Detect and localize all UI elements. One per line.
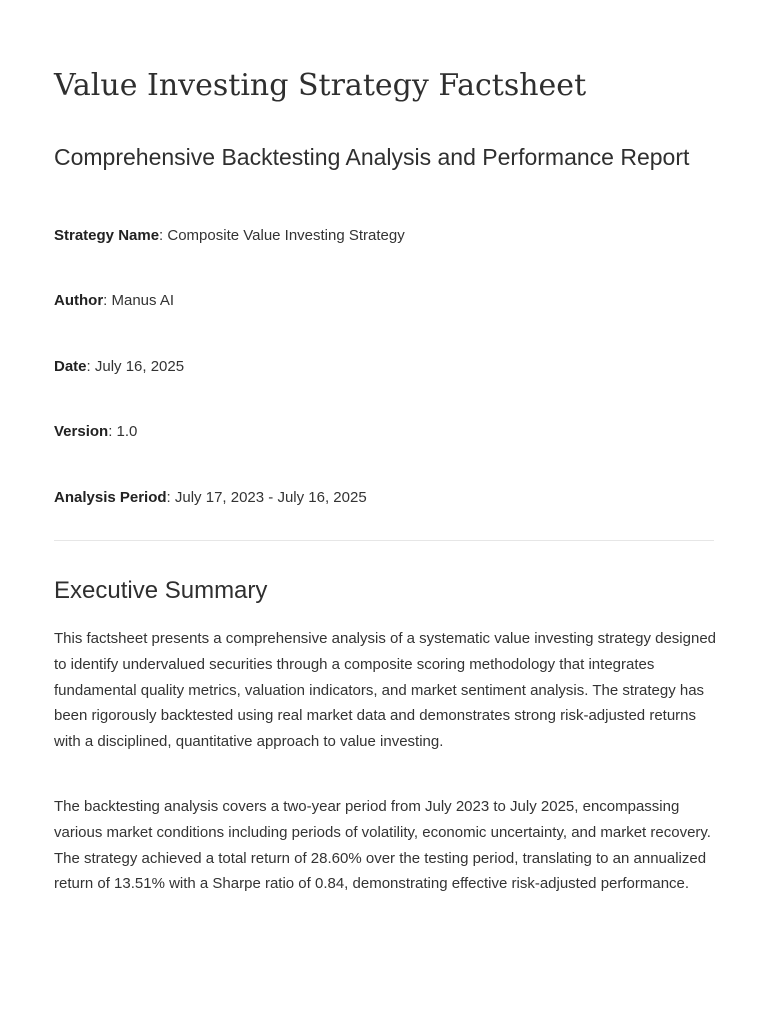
document-title: Value Investing Strategy Factsheet (54, 68, 587, 103)
meta-version (54, 421, 137, 443)
meta-label: Date (54, 358, 87, 375)
executive-summary-paragraph-1: This factsheet presents a comprehensive analysis of a systematic value investing strategy designed to identify undervalued securities through a composite scoring methodology that integrates fundamental quality metrics, valuation indicators, and market sentiment analysis. The strategy has been rigorously backtested using real market data and demonstrates strong risk-adjusted returns with a disciplined, quantitative approach to value investing. (54, 630, 717, 751)
meta-value: : July 17, 2023 - July 16, 2025 (166, 489, 367, 506)
meta-value: : Manus AI (103, 292, 175, 309)
meta-label: Author (54, 292, 104, 309)
meta-label: Strategy Name (54, 227, 160, 244)
document-subtitle: Comprehensive Backtesting Analysis and Performance Report (54, 144, 690, 170)
meta-analysis-period (54, 487, 367, 509)
meta-value: : Composite Value Investing Strategy (159, 227, 405, 244)
meta-label: Analysis Period (54, 489, 167, 506)
executive-summary-paragraph-2: The backtesting analysis covers a two-year period from July 2023 to July 2025, encompassing various market conditions including periods of volatility, economic uncertainty, and market recovery. The strategy achieved a total return of 28.60% over the testing period, translating to an annualized return of 13.51% with a Sharpe ratio of 0.84, demonstrating effective risk-adjusted performance. (54, 798, 711, 893)
meta-date (54, 356, 184, 378)
section-divider (54, 540, 714, 541)
meta-value: : 1.0 (108, 423, 138, 440)
meta-label: Version (54, 423, 109, 440)
executive-summary-heading: Executive Summary (54, 577, 268, 604)
meta-strategy-name (54, 225, 405, 247)
meta-value: : July 16, 2025 (86, 358, 185, 375)
meta-author (54, 290, 174, 312)
